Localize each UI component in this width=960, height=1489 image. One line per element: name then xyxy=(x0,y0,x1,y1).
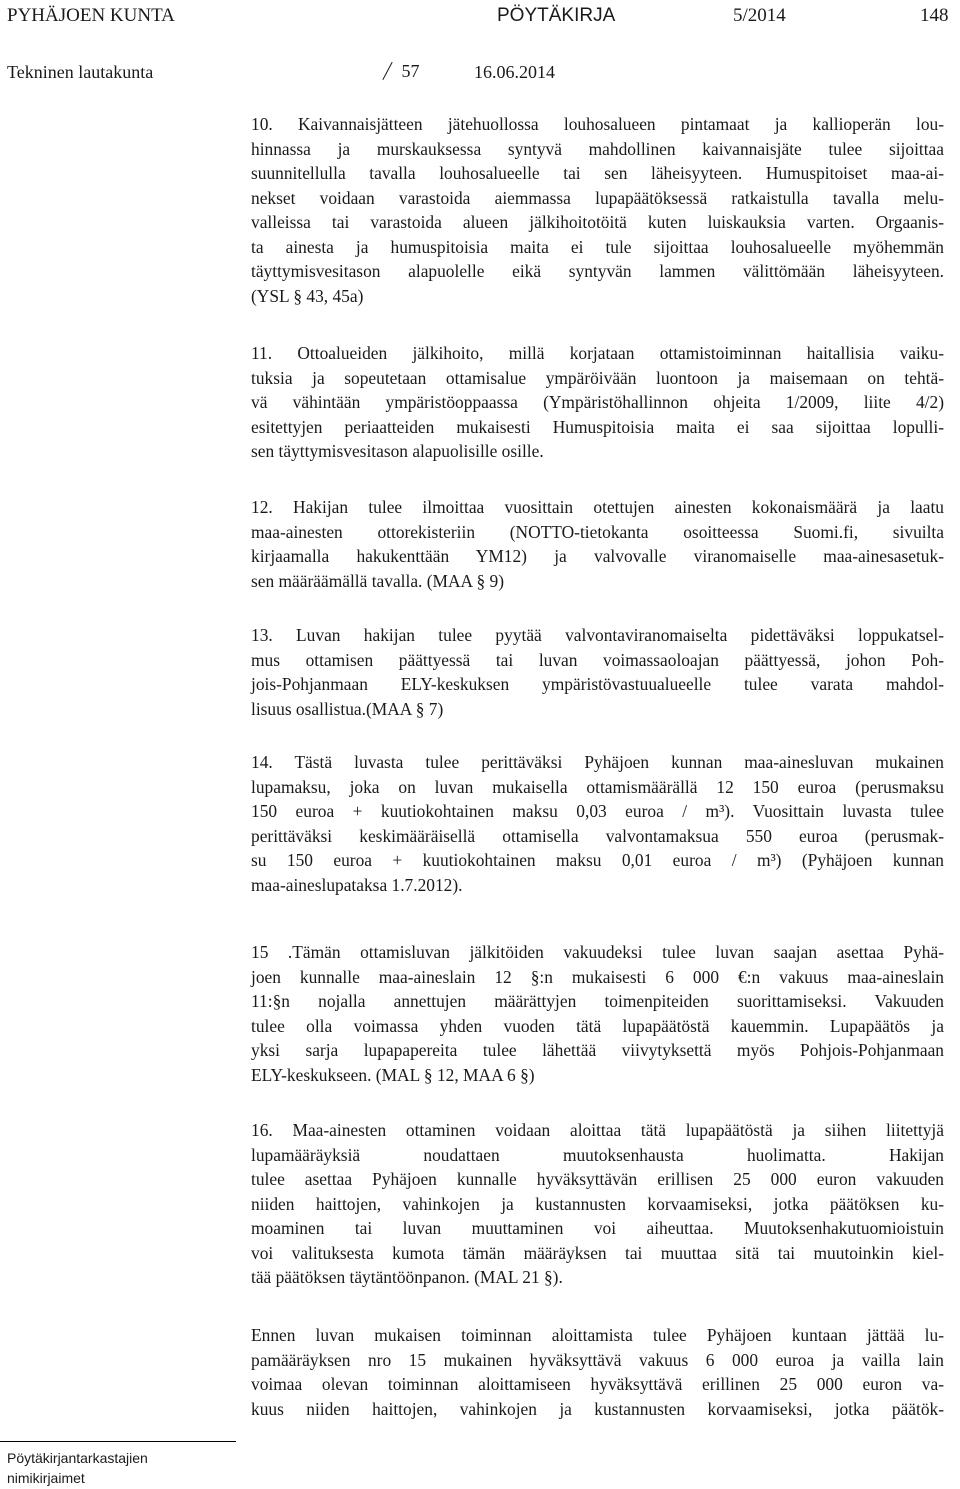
footer-line-1: Pöytäkirjantarkastajien xyxy=(7,1450,148,1466)
text-line: 16. Maa-ainesten ottaminen voidaan aloittaa tätä lupapäätöstä ja siihen liitettyjä xyxy=(251,1120,944,1140)
text-line: pamääräyksen nro 15 mukainen hyväksyttävä vakuus 6 000 euroa ja vailla lain xyxy=(251,1349,944,1370)
paragraph-10 xyxy=(251,112,944,308)
text-line: voimaa olevan toiminnan aloittamiseen hyväksyttävä erillinen 25 000 euron va- xyxy=(251,1374,944,1394)
text-line: perittäväksi keskimääräisellä ottamisella valvontamaksua 550 euroa (perusmak- xyxy=(251,825,944,846)
meeting-number: 5/2014 xyxy=(733,5,786,26)
section-number xyxy=(379,62,420,80)
text-line: 13. Luvan hakijan tulee pyytää valvontaviranomaiselta pidettäväksi loppukatsel- xyxy=(251,625,944,645)
text-line: ELY-keskukseen. (MAL § 12, MAA 6 §) xyxy=(251,1064,535,1085)
text-line: 15 .Tämän ottamisluvan jälkitöiden vakuudeksi tulee luvan saajan asettaa Pyhä- xyxy=(251,942,944,962)
text-line: joen kunnalle maa-aineslain 12 §:n mukaisesti 6 000 €:n vakuus maa-aineslain xyxy=(251,966,944,987)
text-line: valleissa tai varastoida alueen jälkihoitotöitä kuten luiskauksia varten. Orgaanis- xyxy=(251,212,944,232)
text-line: maa-aineslupataksa 1.7.2012). xyxy=(251,874,463,895)
document-type: PÖYTÄKIRJA xyxy=(497,5,616,26)
text-line: voi valituksesta kumota tämän määräyksen tai muuttaa sitä tai muutoinkin kiel- xyxy=(251,1242,944,1263)
text-line: (YSL § 43, 45a) xyxy=(251,285,364,306)
text-line: nekset voidaan varastoida aiemmassa lupapäätöksessä ratkaistulla tavalla melu- xyxy=(251,187,944,208)
section-number-value: 57 xyxy=(401,61,420,81)
text-line: lupamaksu, joka on luvan mukaisella ottamismäärällä 12 150 euroa (perusmaksu xyxy=(251,776,944,797)
text-line: sen täyttymisvesitason alapuolisille osille. xyxy=(251,441,544,461)
text-line: mus ottamisen päättyessä tai luvan voimassaoloajan päättyessä, johon Poh- xyxy=(251,649,944,670)
text-line: ta ainesta ja humuspitoisia maita ei tule sijoittaa louhosalueelle myöhemmän xyxy=(251,236,944,257)
paragraph-13 xyxy=(251,623,944,721)
text-line: suunnitellulla tavalla louhosalueelle tai sen läheisyyteen. Humuspitoiset maa-ai- xyxy=(251,163,944,183)
text-line: kirjaamalla hakukenttään YM12) ja valvovalle viranomaiselle maa-ainesasetuk- xyxy=(251,546,944,566)
text-line: 11. Ottoalueiden jälkihoito, millä korjataan ottamistoiminnan haitallisia vaiku- xyxy=(251,343,944,363)
text-line: tulee asettaa Pyhäjoen kunnalle hyväksyttävän erillisen 25 000 euron vakuuden xyxy=(251,1169,944,1189)
footer-line-2: nimikirjaimet xyxy=(7,1470,85,1486)
paragraph-16 xyxy=(251,1118,944,1290)
text-line: jois-Pohjanmaan ELY-keskuksen ympäristövastuualueelle tulee varata mahdol- xyxy=(251,674,944,694)
text-line: tulee olla voimassa yhden vuoden tätä lupapäätöstä kauemmin. Lupapäätös ja xyxy=(251,1015,944,1036)
text-line: 11:§n nojalla annettujen määrättyjen toimenpiteiden suorittamiseksi. Vakuuden xyxy=(251,991,944,1011)
board-name: Tekninen lautakunta xyxy=(7,62,154,82)
text-line: kuus niiden haittojen, vahinkojen ja kustannusten korvaamiseksi, jotka päätök- xyxy=(251,1398,944,1419)
text-line: yksi sarja lupapapereita tulee lähettää viivytyksettä myös Pohjois-Pohjanmaan xyxy=(251,1040,944,1060)
text-line: tuksia ja sopeutetaan ottamisalue ympäröivään luontoon ja maisemaan on tehtä- xyxy=(251,367,944,388)
text-line: niiden haittojen, vahinkojen ja kustannusten korvaamiseksi, jotka päätöksen ku- xyxy=(251,1193,944,1214)
text-line: täyttymisvesitason alapuolelle eikä syntyvän lammen välittömään läheisyyteen. xyxy=(251,261,944,281)
text-line: 12. Hakijan tulee ilmoittaa vuosittain otettujen ainesten kokonaismäärä ja laatu xyxy=(251,497,944,517)
section-sign-icon xyxy=(381,62,395,80)
text-line: esitettyjen periaatteiden mukaisesti Humuspitoisia maita ei saa sijoittaa lopulli- xyxy=(251,416,944,437)
page-number: 148 xyxy=(920,5,949,26)
paragraph-14 xyxy=(251,750,944,897)
text-line: 150 euroa + kuutiokohtainen maksu 0,03 euroa / m³). Vuosittain luvasta tulee xyxy=(251,801,944,821)
text-line: moaminen tai luvan muuttaminen voi aiheuttaa. Muutoksenhakutuomioistuin xyxy=(251,1218,944,1238)
text-line: tää päätöksen täytäntöönpanon. (MAL 21 §). xyxy=(251,1267,563,1287)
text-line: 10. Kaivannaisjätteen jätehuollossa louhosalueen pintamaat ja kallioperän lou- xyxy=(251,114,944,134)
text-line: sen määräämällä tavalla. (MAA § 9) xyxy=(251,570,505,591)
text-line: hinnassa ja murskauksessa syntyvä mahdollinen kaivannaisjäte tulee sijoittaa xyxy=(251,138,944,159)
text-line: maa-ainesten ottorekisteriin (NOTTO-tietokanta osoitteessa Suomi.fi, sivuilta xyxy=(251,521,944,542)
municipality-name: PYHÄJOEN KUNTA xyxy=(7,5,175,26)
paragraph-15 xyxy=(251,940,944,1087)
text-line: lisuus osallistua.(MAA § 7) xyxy=(251,698,444,719)
text-line: vä vähintään ympäristöoppaassa (Ympäristöhallinnon ohjeita 1/2009, liite 4/2) xyxy=(251,392,944,412)
text-line: 14. Tästä luvasta tulee perittäväksi Pyhäjoen kunnan maa-ainesluvan mukainen xyxy=(251,752,944,772)
paragraph-11 xyxy=(251,341,944,464)
paragraph-12 xyxy=(251,495,944,593)
footer-initials-label xyxy=(7,1448,148,1488)
meeting-date: 16.06.2014 xyxy=(474,62,555,82)
text-line: Ennen luvan mukaisen toiminnan aloittamista tulee Pyhäjoen kuntaan jättää lu- xyxy=(251,1325,944,1345)
text-line: su 150 euroa + kuutiokohtainen maksu 0,01 euroa / m³) (Pyhäjoen kunnan xyxy=(251,850,944,870)
paragraph-closing xyxy=(251,1323,944,1421)
text-line: lupamääräyksiä noudattaen muutoksenhausta huolimatta. Hakijan xyxy=(251,1144,944,1165)
footer-divider xyxy=(0,1441,236,1442)
